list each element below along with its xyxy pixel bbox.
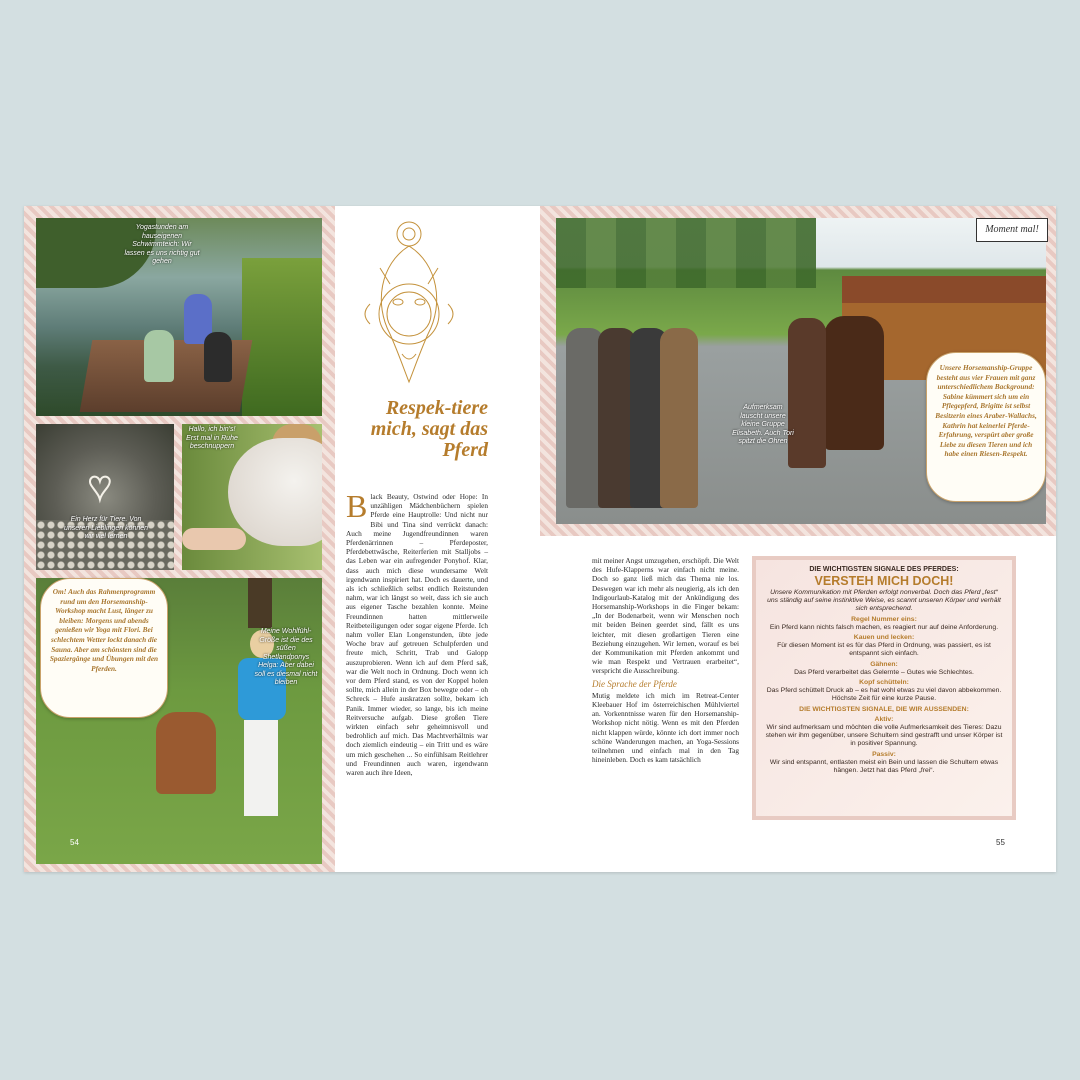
caption-stone: Ein Herz für Tiere. Von unseren Lieblingen können wir viel lernen [63,516,149,540]
yoga-badge: Om! Auch das Rahmenprogramm rund um den Horsemanship-Workshop macht Lust, länger zu bleiben: Morgens und abends genießen wir Yoga mit Flori. Bei schlechtem Wetter lockt danach die Sauna. Aber am schönsten sind die Spaziergänge und Übungen mit den Pferden. [40,578,168,718]
box-heading-4: Kopf schütteln: [859,679,909,687]
caption-group: Aufmerksam lauscht unsere kleine Gruppe Elisabeth. Auch Tori spitzt die Ohren [732,404,794,445]
box-intro: Unsere Kommunikation mit Pferden erfolgt nonverbal. Doch das Pferd „fest“ uns ständig auf seine instinktive Weise, es scannt unseren Körper und verhält sich entsprechend. [767,589,1001,613]
heart-stone-photo: ♥ [36,424,174,570]
box-heading-5: DIE WICHTIGSTEN SIGNALE, DIE WIR AUSSENDEN: [799,705,969,713]
box-kicker: DIE WICHTIGSTEN SIGNALE DES PFERDES: [809,566,959,573]
article-column-2 [592,556,739,764]
group-badge: Unsere Horsemanship-Gruppe besteht aus vier Frauen mit ganz unterschiedlichem Background: Sabine kümmert sich um ein Pflegepferd, Brigitte ist selbst Besitzerin eines Araber-Wallachs, Kathrin hat keinerlei Pferde-Erfahrung, verspürt aber große Liebe zu diesen Tieren und ich habe einen Riesen-Respekt. [926,352,1046,502]
caption-meadow: Meine Wohlfühl-Größe ist die des süßen Shetlandponys Helga: Aber dabei soll es diesmal nicht bleiben [254,628,318,686]
box-heading-1: Regel Nummer eins: [851,615,917,623]
box-heading-2: Kauen und lecken: [853,634,915,642]
box-text-6: Wir sind aufmerksam und möchten die volle Aufmerksamkeit des Tieres: Dazu stehen wir ihm gegenüber, unsere Schultern sind gestrafft und unser Körper ist in positiver Spannung. [765,724,1003,748]
horse-mandala-illustration [360,214,458,388]
article-subhead: Die Sprache der Pferde [592,678,677,689]
page-number-left: 54 [70,838,79,847]
box-text-1: Ein Pferd kann nichts falsch machen, es reagiert nur auf deine Anforderung. [769,623,999,631]
box-text-7: Wir sind entspannt, entlasten meist ein Bein und lassen die Schultern etwas hängen. Jetzt hat das Pferd „frei“. [769,758,999,775]
column-1-text: lack Beauty, Ostwind oder Hope: In unzähligen Mädchenbüchern spielen Pferde eine Hauptrolle: Und nicht nur Bibi und Tina sind verrückt danach: Auch meine Jugendfreundinnen waren Pferdenärrinnen – Pferdeposter, Pferdebettwäsche, Reiterferien mit Stalljobs – das Leben war ein aufregender Ponyhof. Klar, dass auch mich diese wundersame Welt irgendwann inspiriert hat. Doch es dauerte, und als ich schließlich selbst endlich Reitstunden nahm, war ich längst so weit, dass ich sie auch aus eigener Tasche bezahlen konnte. Meine Freundinnen hatten mittlerweile Reitbeteiligungen oder sogar eigene Pferde. Ich nahm voller Elan Longenstunden, übte jede Woche brav auf getreuen Schulpferden und freute mich, Schritt, Trab und Galopp auszuprobieren. Wenn ich auf dem Pferd saß, war die Welt noch in Ordnung. Doch wenn ich vor dem Pferd stand, es von der Koppel holen sollte, mich allein in der Box bewegte oder – oh Schreck – Hufe auskratzen sollte, bekam ich Panik. Immer wieder, so lange, bis ich meine Reitversuche aufgab. Diese großen Tiere wirkten einfach sehr geheimnisvoll und bedrohlich auf mich. Das Machtverhältnis war doch ziemlich eindeutig – ein Tritt und es wäre um mich geschehen ... So einfühlsam Reitlehrer und Freundinnen auch waren, irgendwann waren auch ihre Ideen, [346,492,488,778]
moment-mal-label: Moment mal! [976,218,1048,242]
article-headline: Respek-tiere mich, sagt das Pferd [370,397,488,461]
box-title: VERSTEH MICH DOCH! [814,574,954,588]
drop-cap: B [346,488,368,524]
column-2-text-b: Mutig meldete ich mich im Retreat-Center Kleebauer Hof im österreichischen Mühlviertel an. Vorkenntnisse waren für den Horsemanship-Workshop nicht nötig. Wenn es mit den Pferden nicht klappen würde, könnte ich dort immer noch schöne Wanderungen machen, an Yoga-Sessions teilnehmen und einfach mal in den Tag hineinleben. Doch es kam tatsächlich [592,690,739,765]
caption-lake: Yogastunden am hauseigenen Schwimmteich: Wir lassen es uns richtig gut gehen [124,224,200,265]
box-heading-3: Gähnen: [870,660,898,668]
box-text-2: Für diesen Moment ist es für das Pferd in Ordnung, was passiert, es ist entspannt sich einfach. [777,642,991,658]
signals-info-box [752,556,1016,820]
page-number-right: 55 [996,838,1005,847]
article-column-1 [346,488,488,778]
column-2-text-a: mit meiner Angst umzugehen, erschöpft. Die Welt des Hufe-Klapperns war einfach nicht meine. Doch so ganz ließ mich das Thema nie los. Deswegen war ich mehr als neugierig, als ich den Indigourlaub-Katalog mit der Ankündigung des Horsemanship-Workshops in die Finger bekam: „In der Bodenarbeit, wenn wir Menschen noch mit beiden Beinen geerdet sind, fällt es uns leichter, mit diesen großartigen Tieren eine Beziehung einzugehen. Wir lernen, worauf es bei der Kommunikation mit Pferden ankommt und wie man Respekt und Vertrauen erarbeitet“, verspricht die Ausschreibung. [592,556,739,676]
caption-pony: Hallo, ich bin's! Erst mal in Ruhe beschnuppern [186,426,238,450]
box-heading-7: Passiv: [872,750,896,758]
box-heading-6: Aktiv: [874,715,894,723]
box-text-3: Das Pferd verarbeitet das Gelernte – Gutes wie Schlechtes. [794,668,974,676]
box-text-4: Das Pferd schüttelt Druck ab – es hat wohl etwas zu viel davon abbekommen. Höchste Zeit für eine kurze Pause. [766,687,1002,703]
